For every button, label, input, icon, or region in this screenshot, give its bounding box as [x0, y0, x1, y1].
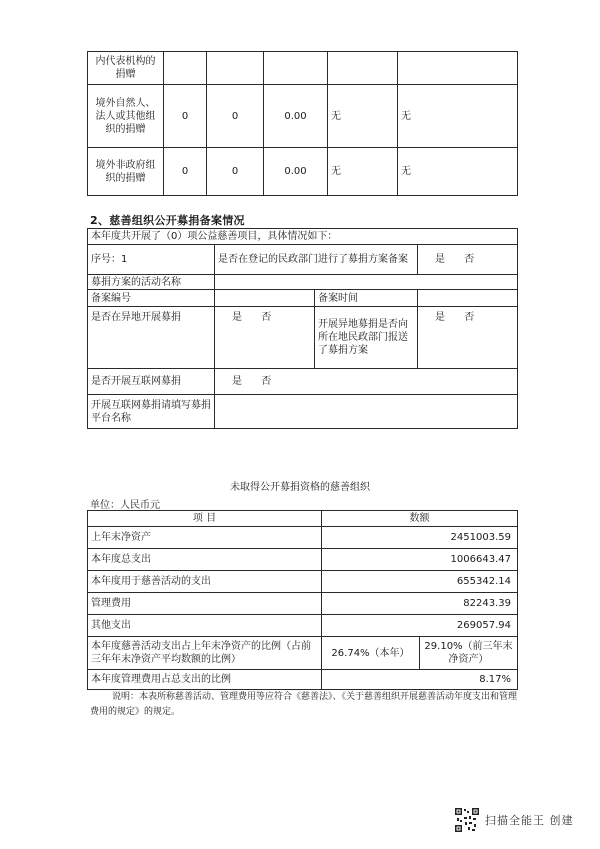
filing-no-label: 备案编号 [88, 290, 215, 307]
table-row [88, 229, 518, 245]
yes-no-choice [215, 307, 315, 369]
fundraising-filing-table [87, 228, 518, 429]
table-row [88, 527, 518, 549]
yes-no-choice [215, 369, 518, 395]
table-row [88, 290, 518, 307]
item-cell: 管理费用 [88, 593, 322, 615]
amount-cell: 2451003.59 [322, 527, 518, 549]
cell: 0.00 [264, 85, 328, 148]
cell: 0 [207, 85, 264, 148]
table-row [88, 549, 518, 571]
table-row [88, 670, 518, 690]
table-row [88, 369, 518, 395]
table-row [88, 593, 518, 615]
internet-question: 是否开展互联网募捐 [88, 369, 215, 395]
amount-cell: 1006643.47 [322, 549, 518, 571]
option-yes: 是 [435, 254, 447, 265]
activity-name-value [215, 275, 518, 290]
seq-label: 序号：1 [88, 245, 215, 275]
option-no: 否 [464, 254, 477, 265]
cell: 0.00 [264, 148, 328, 196]
option-yes: 是 [232, 312, 244, 323]
ratio-current-cell: 26.74%（本年） [322, 637, 420, 670]
cell: 0 [207, 148, 264, 196]
amount-cell: 8.17% [322, 670, 518, 690]
qr-code-icon [455, 808, 479, 832]
offsite-question: 是否在异地开展募捐 [88, 307, 215, 369]
cell: 0 [164, 85, 207, 148]
intro-text: 本年度共开展了（0）项公益慈善项目，具体情况如下： [88, 229, 518, 245]
cell: 无 [328, 148, 398, 196]
header-amount: 数额 [322, 511, 518, 527]
table-row [88, 637, 518, 670]
amount-cell: 82243.39 [322, 593, 518, 615]
cell [328, 52, 398, 85]
cell [398, 52, 518, 85]
row-label: 内代表机构的捐赠 [88, 52, 164, 85]
table3-title: 未取得公开募捐资格的慈善组织 [230, 482, 370, 493]
item-cell: 其他支出 [88, 615, 322, 637]
option-yes: 是 [435, 312, 447, 323]
option-no: 否 [464, 312, 477, 323]
platform-value [215, 395, 518, 429]
cell [207, 52, 264, 85]
cell: 无 [398, 85, 518, 148]
cell: 0 [164, 148, 207, 196]
ratio-three-year-cell: 29.10%（前三年末净资产） [420, 637, 518, 670]
item-cell: 上年末净资产 [88, 527, 322, 549]
yes-no-choice [418, 307, 518, 369]
registered-question: 是否在登记的民政部门进行了募捐方案备案 [215, 245, 418, 275]
cell [164, 52, 207, 85]
section2-title: 2、慈善组织公开募捐备案情况 [90, 214, 245, 227]
item-cell: 本年度用于慈善活动的支出 [88, 571, 322, 593]
yes-no-choice [418, 245, 518, 275]
table-row [88, 395, 518, 429]
cell [264, 52, 328, 85]
item-cell: 本年度总支出 [88, 549, 322, 571]
item-cell: 本年度管理费用占总支出的比例 [88, 670, 322, 690]
item-cell: 本年度慈善活动支出占上年末净资产的比例（占前三年年末净资产平均数额的比例） [88, 637, 322, 670]
row-label: 境外非政府组织的捐赠 [88, 148, 164, 196]
table-row [88, 245, 518, 275]
scanner-label: 扫描全能王 创建 [485, 814, 574, 827]
table-row [88, 307, 518, 369]
option-no: 否 [261, 312, 274, 323]
filing-no-value [215, 290, 315, 307]
option-yes: 是 [232, 376, 244, 387]
filing-time-label: 备案时间 [315, 290, 418, 307]
option-no: 否 [261, 376, 274, 387]
table-row [88, 275, 518, 290]
note-text: 说明：本表所称慈善活动、管理费用等应符合《慈善法》、《关于慈善组织开展慈善活动年度支出和管理费用的规定》的规定。 [90, 692, 518, 717]
row-label: 境外自然人、法人或其他组织的捐赠 [88, 85, 164, 148]
table-row [88, 615, 518, 637]
donation-table [87, 51, 518, 196]
expenditure-table [87, 510, 518, 690]
table-row [88, 52, 518, 85]
offsite-report-question: 开展异地募捐是否向所在地民政部门报送了募捐方案 [315, 307, 418, 369]
table-header-row [88, 511, 518, 527]
amount-cell: 269057.94 [322, 615, 518, 637]
platform-question: 开展互联网募捐请填写募捐平台名称 [88, 395, 215, 429]
table-row [88, 571, 518, 593]
header-item: 项 目 [88, 511, 322, 527]
activity-name-label: 募捐方案的活动名称 [88, 275, 215, 290]
table-row [88, 85, 518, 148]
amount-cell: 655342.14 [322, 571, 518, 593]
filing-time-value [418, 290, 518, 307]
unit-label: 单位：人民币元 [90, 500, 160, 511]
scanner-watermark [455, 808, 574, 832]
table-row [88, 148, 518, 196]
cell: 无 [328, 85, 398, 148]
cell: 无 [398, 148, 518, 196]
